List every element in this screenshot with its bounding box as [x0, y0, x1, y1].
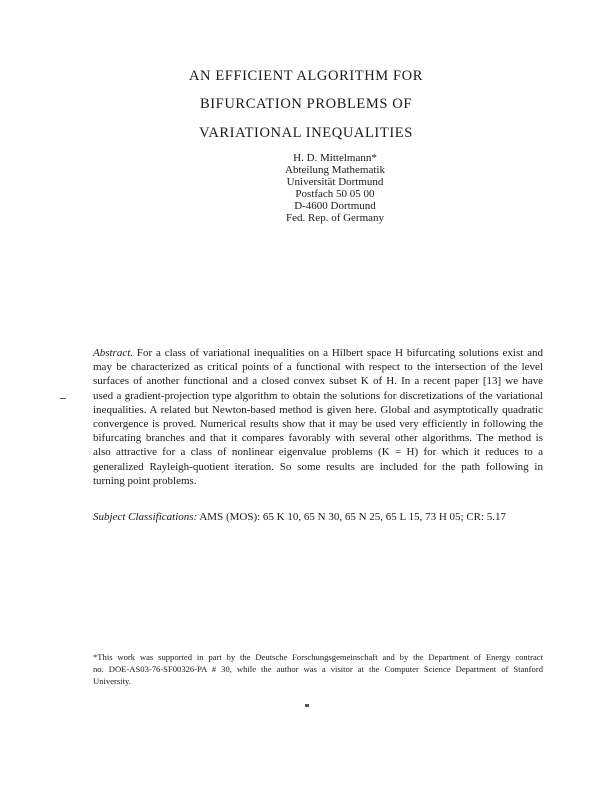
abstract-line: surfaces of another functional and a closed convex subset K of H. In a recent paper [13] we have: [93, 375, 543, 388]
abstract-line: generalized Rayleigh-quotient iteration. So some results are included for the path following in: [93, 460, 543, 473]
author-country: Fed. Rep. of Germany: [285, 212, 385, 224]
abstract-line: convergence is proved. Numerical results show that it may be used very efficiently in following the: [93, 418, 543, 431]
scan-mark: [60, 398, 66, 399]
subject-text: AMS (MOS): 65 K 10, 65 N 30, 65 N 25, 65 L 15, 73 H 05; CR: 5.17: [199, 511, 507, 523]
abstract: [93, 346, 543, 488]
footnote-line: University.: [93, 676, 131, 686]
abstract-line: inequalities. A related but Newton-based method is given here. Global and asymptotically quadratic: [93, 403, 543, 416]
abstract-line: used a gradient-projection type algorithm to obtain the solutions for discretizations of the variational: [93, 389, 543, 402]
subject-classifications: [93, 511, 506, 523]
abstract-line: may be characterized as critical points of a functional with respect to the intersection of the level: [93, 361, 543, 374]
subject-label: Subject Classifications:: [93, 511, 198, 523]
author-name: H. D. Mittelmann*: [293, 152, 377, 164]
abstract-label: Abstract.: [93, 347, 134, 359]
abstract-line: turning point problems.: [93, 474, 197, 487]
author-affiliation: Universität Dortmund: [286, 176, 384, 188]
title-line: BIFURCATION PROBLEMS OF: [199, 96, 412, 112]
author-address: D-4600 Dortmund: [294, 200, 376, 212]
author-affiliation: Abteilung Mathematik: [285, 164, 385, 176]
abstract-line: bifurcating branches and that it compares favorably with several other algorithms. The method is: [93, 432, 543, 445]
abstract-line: For a class of variational inequalities on a Hilbert space H bifurcating solutions exist and: [136, 347, 544, 359]
footnote: [93, 651, 543, 687]
title-line: AN EFFICIENT ALGORITHM FOR: [188, 68, 424, 84]
footnote-line: *This work was supported in part by the Deutsche Forschungsgemeinschaft and by the Department of Energy contract: [93, 652, 543, 662]
footnote-line: no. DOE-AS03-76-SF00326-PA # 30, while the author was a visitor at the Computer Science Department of Stanford: [93, 664, 543, 674]
title-line: VARIATIONAL INEQUALITIES: [199, 125, 413, 141]
author-block: [235, 152, 435, 224]
abstract-line: also attractive for a class of nonlinear eigenvalue problems (K = H) for which it reduces to a: [93, 446, 543, 459]
scan-mark: [305, 704, 309, 707]
author-address: Postfach 50 05 00: [295, 188, 375, 200]
